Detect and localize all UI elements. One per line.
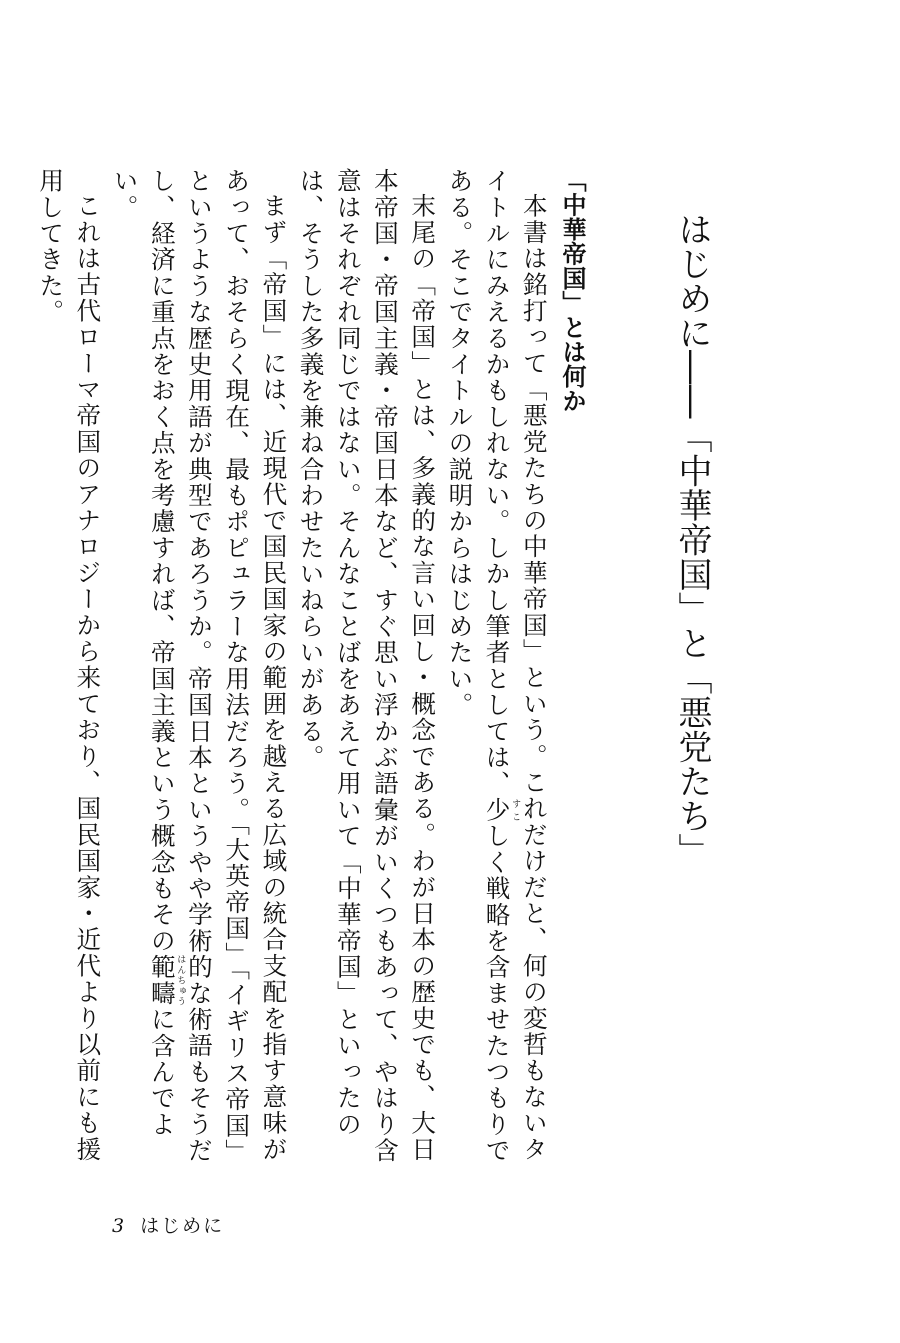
paragraph-1-text-a: 本書は銘打って「悪党たちの中華帝国」という。これだけだと、何の変哲もないタイトルにみえるかもしれない。しかし筆者としては、 — [482, 168, 549, 1162]
section-heading: 「中華帝国」とは何か — [558, 168, 586, 413]
paragraph-3-text-b: に含んでよい。 — [110, 168, 177, 1138]
chapter-title: はじめに――「中華帝国」と「悪党たち」 — [672, 212, 712, 868]
ruby-reading: はんちゅう — [175, 954, 186, 1007]
ruby-sukoshi: 少すこ — [482, 796, 521, 824]
body-text — [36, 168, 590, 1188]
paragraph-1 — [441, 168, 553, 1188]
paragraph-3-text-a: まず「帝国」には、近現代で国民国家の範囲を越える広域の統合支配を指す意味があって、おそらく現在、最もポピュラーな用法だろう。「大英帝国」「イギリス帝国」というような歴史用語が典型であろうか。帝国日本というやや学術的な術語もそうだし、経済に重点をおく点を考慮すれば、帝国主義という概念もその — [147, 168, 289, 1166]
paragraph-3 — [106, 168, 292, 1188]
ruby-hanchuu: 範疇はんちゅう — [147, 954, 186, 1007]
page-footer — [112, 1214, 224, 1238]
ruby-reading: すこ — [510, 796, 521, 824]
paragraph-1-text-b: しく戦略を含ませたつもりである。そこでタイトルの説明からはじめたい。 — [445, 168, 512, 1164]
paragraph-2: 末尾の「帝国」とは、多義的な言い回し・概念である。わが日本の歴史でも、大日本帝国・帝国主義・帝国日本など、すぐ思い浮かぶ語彙がいくつもあって、やはり含意はそれぞれ同じではない。そんなことばをあえて用いて「中華帝国」といったのは、そうした多義を兼ね合わせたいねらいがある。 — [296, 168, 438, 1164]
paragraph-4: これは古代ローマ帝国のアナロジーから来ており、国民国家・近代より以前にも援用してきた。 — [36, 168, 103, 1162]
page-number: 3 — [112, 1215, 127, 1237]
running-head: はじめに — [140, 1215, 225, 1237]
